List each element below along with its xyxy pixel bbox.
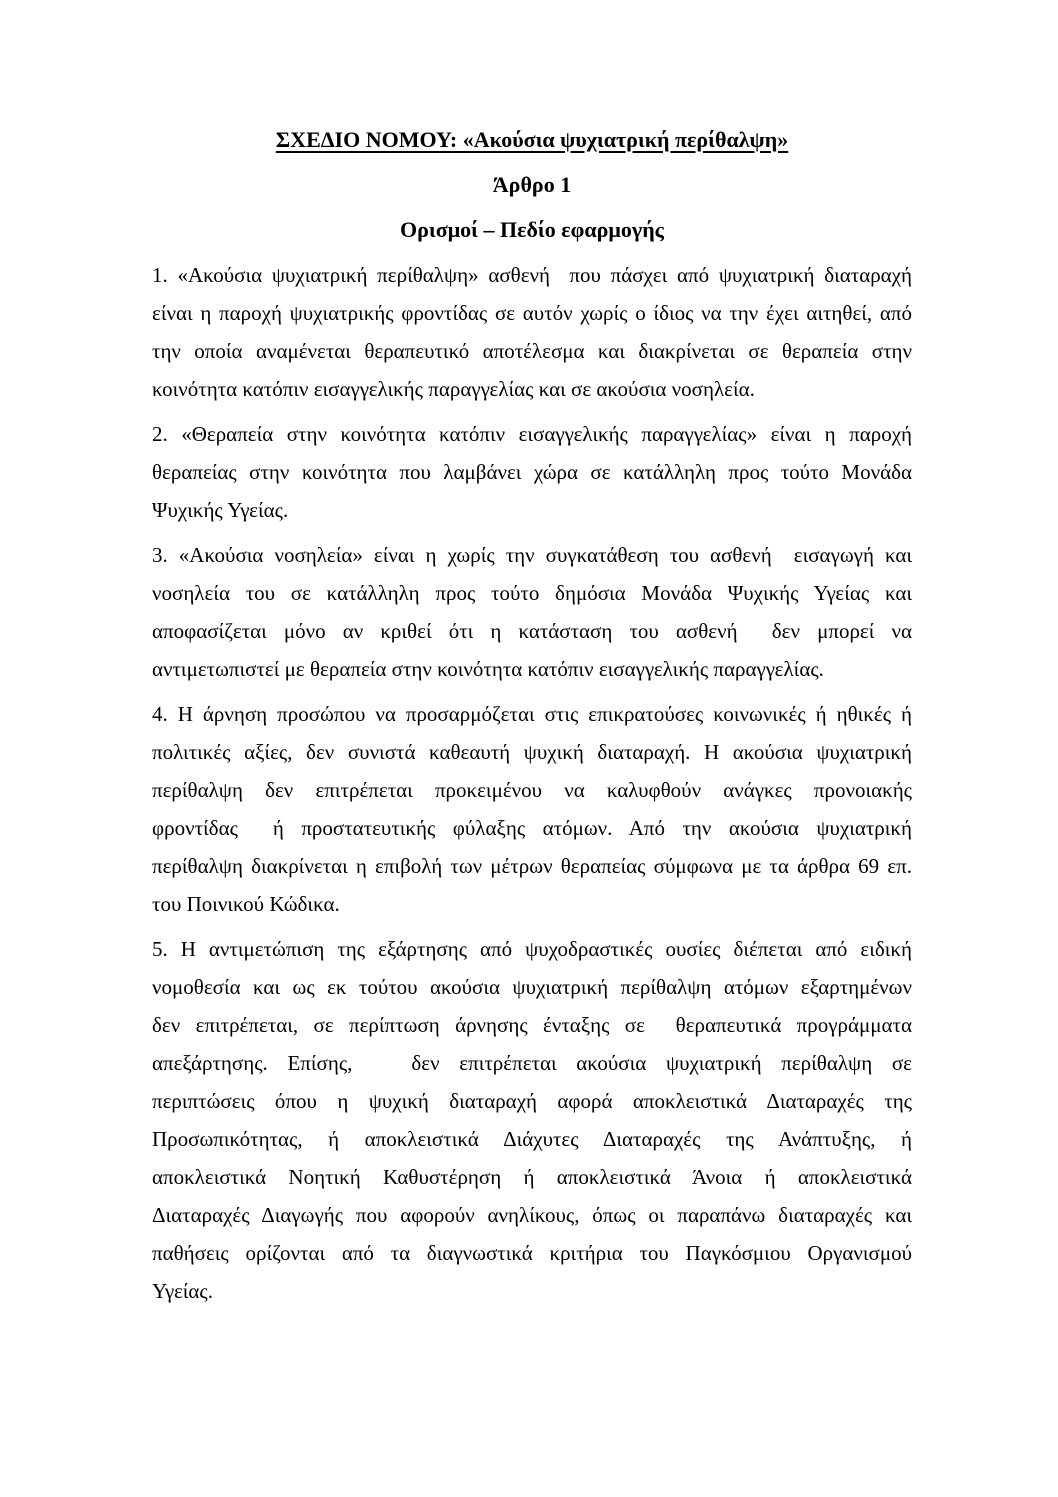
paragraph-line: 5. Η αντιμετώπιση της εξάρτησης από ψυχοδραστικές ουσίες διέπεται από ειδική xyxy=(152,937,912,961)
paragraph-line: Υγείας. xyxy=(152,1279,214,1303)
paragraph xyxy=(152,695,912,923)
paragraph-line: περίθαλψη δεν επιτρέπεται προκειμένου να καλυφθούν ανάγκες προνοιακής xyxy=(152,778,912,802)
paragraph-line: αποφασίζεται μόνο αν κριθεί ότι η κατάσταση του ασθενή δεν μπορεί να xyxy=(152,619,912,643)
paragraph-line: φροντίδας ή προστατευτικής φύλαξης ατόμων. Από την ακούσια ψυχιατρική xyxy=(152,816,912,840)
paragraph-line: είναι η παροχή ψυχιατρικής φροντίδας σε αυτόν χωρίς ο ίδιος να την έχει αιτηθεί, από xyxy=(152,301,912,325)
article-heading: Άρθρο 1 xyxy=(492,172,572,197)
paragraph-line: του Ποινικού Κώδικα. xyxy=(152,892,340,916)
paragraph-line: Προσωπικότητας, ή αποκλειστικά Διάχυτες Διαταραχές της Ανάπτυξης, ή xyxy=(152,1127,912,1151)
paragraph xyxy=(152,930,912,1310)
paragraph-line: 4. Η άρνηση προσώπου να προσαρμόζεται στις επικρατούσες κοινωνικές ή ηθικές ή xyxy=(152,702,912,726)
paragraph xyxy=(152,536,912,688)
paragraph-line: νομοθεσία και ως εκ τούτου ακούσια ψυχιατρική περίθαλψη ατόμων εξαρτημένων xyxy=(152,975,912,999)
paragraph-line: περίθαλψη διακρίνεται η επιβολή των μέτρων θεραπείας σύμφωνα με τα άρθρα 69 επ. xyxy=(152,854,912,878)
paragraph-line: παθήσεις ορίζονται από τα διαγνωστικά κριτήρια του Παγκόσμιου Οργανισμού xyxy=(152,1241,912,1265)
paragraph-line: πολιτικές αξίες, δεν συνιστά καθεαυτή ψυχική διαταραχή. Η ακούσια ψυχιατρική xyxy=(152,740,912,764)
paragraph xyxy=(152,415,912,529)
paragraph xyxy=(152,256,912,408)
paragraph-line: θεραπείας στην κοινότητα που λαμβάνει χώρα σε κατάλληλη προς τούτο Μονάδα xyxy=(152,460,912,484)
paragraph-line: απεξάρτησης. Επίσης, δεν επιτρέπεται ακούσια ψυχιατρική περίθαλψη σε xyxy=(152,1051,912,1075)
paragraph-line: δεν επιτρέπεται, σε περίπτωση άρνησης ένταξης σε θεραπευτικά προγράμματα xyxy=(152,1013,912,1037)
paragraph-line: 3. «Ακούσια νοσηλεία» είναι η χωρίς την συγκατάθεση του ασθενή εισαγωγή και xyxy=(152,543,912,567)
paragraph-line: αντιμετωπιστεί με θεραπεία στην κοινότητα κατόπιν εισαγγελικής παραγγελίας. xyxy=(152,657,824,681)
paragraph-line: κοινότητα κατόπιν εισαγγελικής παραγγελίας και σε ακούσια νοσηλεία. xyxy=(152,377,755,401)
document-body xyxy=(152,256,912,1310)
paragraph-line: Διαταραχές Διαγωγής που αφορούν ανηλίκους, όπως οι παραπάνω διαταραχές και xyxy=(152,1203,912,1227)
paragraph-line: την οποία αναμένεται θεραπευτικό αποτέλεσμα και διακρίνεται σε θεραπεία στην xyxy=(152,339,912,363)
document-content xyxy=(152,121,912,1317)
paragraph-line: νοσηλεία του σε κατάλληλη προς τούτο δημόσια Μονάδα Ψυχικής Υγείας και xyxy=(152,581,912,605)
section-heading: Ορισμοί – Πεδίο εφαρμογής xyxy=(400,217,664,242)
paragraph-line: περιπτώσεις όπου η ψυχική διαταραχή αφορά αποκλειστικά Διαταραχές της xyxy=(152,1089,912,1113)
paragraph-line: Ψυχικής Υγείας. xyxy=(152,498,289,522)
document-title: ΣΧΕΔΙΟ ΝΟΜΟΥ: «Ακούσια ψυχιατρική περίθαλψη» xyxy=(275,127,789,152)
paragraph-line: αποκλειστικά Νοητική Καθυστέρηση ή αποκλειστικά Άνοια ή αποκλειστικά xyxy=(152,1165,912,1189)
paragraph-line: 2. «Θεραπεία στην κοινότητα κατόπιν εισαγγελικής παραγγελίας» είναι η παροχή xyxy=(152,422,912,446)
paragraph-line: 1. «Ακούσια ψυχιατρική περίθαλψη» ασθενή που πάσχει από ψυχιατρική διαταραχή xyxy=(152,263,912,287)
